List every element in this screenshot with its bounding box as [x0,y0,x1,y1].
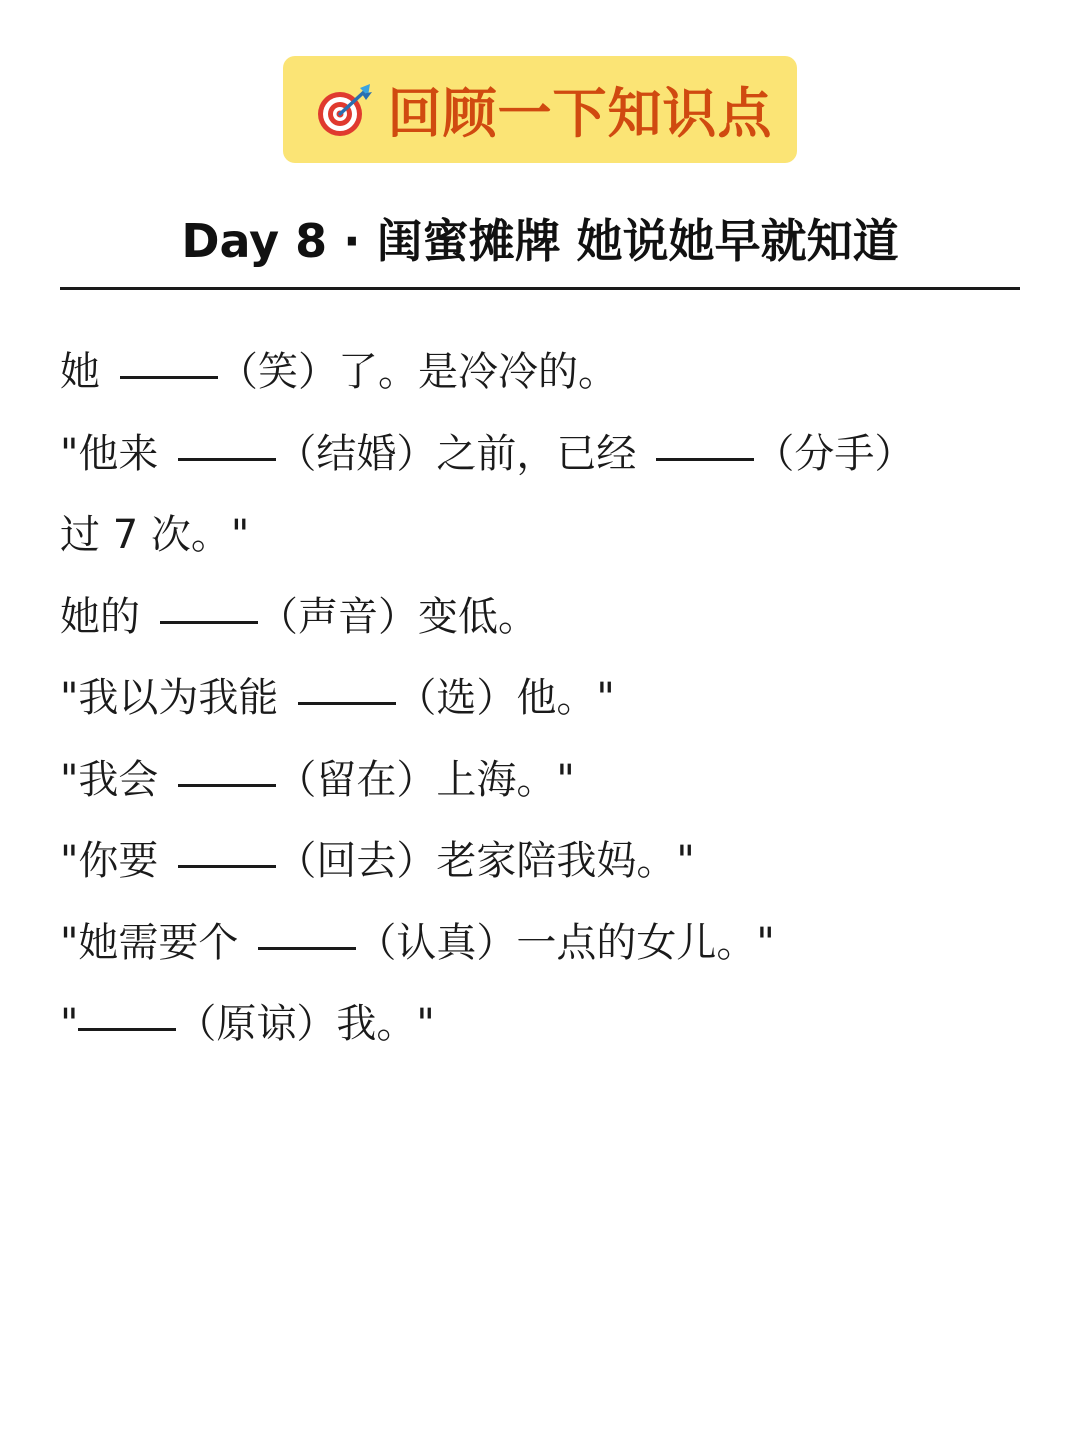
fill-blank[interactable] [258,947,356,950]
exercise-line [60,903,1020,985]
fill-blank[interactable] [78,1028,176,1031]
exercise-line [60,332,1020,414]
exercise-prefix: "你要 [60,838,159,884]
exercise-hint: （留在）上海。" [276,756,575,803]
section-badge [283,56,797,163]
exercise-line [60,495,1020,577]
exercise-line [60,821,1020,903]
exercise-line [60,984,1020,1066]
exercise-prefix: " [60,1001,79,1047]
fill-blank[interactable] [120,376,218,379]
exercise-prefix: "我会 [60,756,159,803]
exercise-hint: （分手） [754,430,915,477]
exercise-prefix: 她 [60,349,100,395]
exercise-hint: （笑）了。是冷冷的。 [218,349,618,395]
exercise-hint: （声音）变低。 [258,593,538,640]
exercise-continuation: 过 7 次。" [60,512,250,558]
fill-blank[interactable] [178,784,276,787]
fill-blank[interactable] [656,458,754,461]
exercise-hint: （结婚）之前，已经 [276,430,637,477]
fill-blank[interactable] [298,702,396,705]
fill-blank[interactable] [160,621,258,624]
exercise-hint: （原谅）我。" [176,1001,435,1047]
exercise-hint: （回去）老家陪我妈。" [276,838,695,884]
exercise-line [60,414,1020,496]
exercise-prefix: "他来 [60,430,159,477]
fill-blank[interactable] [178,458,276,461]
exercise-line [60,740,1020,822]
exercise-line [60,658,1020,740]
exercise-prefix: "她需要个 [60,919,239,966]
badge-title: 回顾一下知识点 [387,82,773,145]
fill-blank[interactable] [178,865,276,868]
exercise-prefix: 她的 [60,593,140,640]
exercise-list [60,332,1020,1066]
page-title: Day 8 · 闺蜜摊牌 她说她早就知道 [181,214,899,268]
exercise-hint: （选）他。" [396,675,615,721]
divider [60,287,1020,290]
exercise-hint: （认真）一点的女儿。" [356,919,775,966]
exercise-line [60,577,1020,659]
exercise-prefix: "我以为我能 [60,675,279,721]
dart-target-icon [314,80,374,140]
